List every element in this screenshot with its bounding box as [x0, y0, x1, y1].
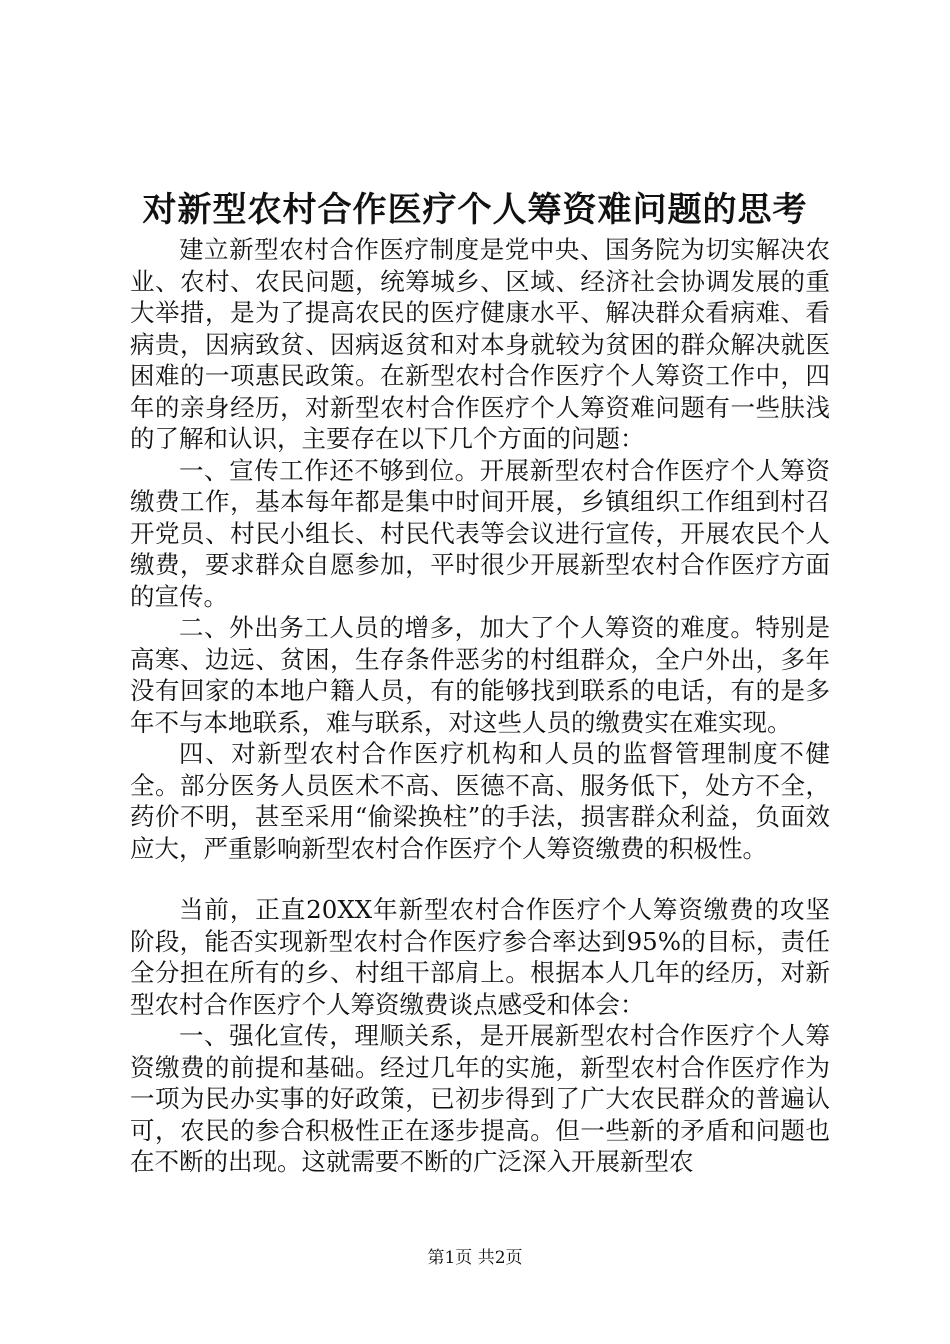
- paragraph-intro: 建立新型农村合作医疗制度是党中央、国务院为切实解决农业、农村、农民问题，统筹城乡、区域、经济社会协调发展的重大举措，是为了提高农民的医疗健康水平、解决群众看病难、看病贵，因病致贫、因病返贫和对本身就较为贫困的群众解决就医困难的一项惠民政策。在新型农村合作医疗个人筹资工作中，四年的亲身经历，对新型农村合作医疗个人筹资难问题有一些肤浅的了解和认识，主要存在以下几个方面的问题：: [130, 235, 830, 453]
- document-body: [130, 234, 830, 1178]
- document-title: 对新型农村合作医疗个人筹资难问题的思考: [142, 190, 808, 230]
- paragraph-issue-publicity: 一、宣传工作还不够到位。开展新型农村合作医疗个人筹资缴费工作，基本每年都是集中时间开展，乡镇组织工作组到村召开党员、村民小组长、村民代表等会议进行宣传，开展农民个人缴费，要求群众自愿参加，平时很少开展新型农村合作医疗方面的宣传。: [130, 455, 830, 611]
- page-number-footer: 第1页 共2页: [427, 1248, 523, 1268]
- paragraph-issue-supervision: 四、对新型农村合作医疗机构和人员的监督管理制度不健全。部分医务人员医术不高、医德不高、服务低下，处方不全，药价不明，甚至采用“偷梁换柱”的手法，损害群众利益，负面效应大，严重影响新型农村合作医疗个人筹资缴费的积极性。: [130, 739, 830, 863]
- paragraph-current-situation: 当前，正直20XX年新型农村合作医疗个人筹资缴费的攻坚阶段，能否实现新型农村合作医疗参合率达到95%的目标，责任全分担在所有的乡、村组干部肩上。根据本人几年的经历，对新型农村合作医疗个人筹资缴费谈点感受和体会：: [130, 895, 830, 1019]
- paragraph-experience-publicity: 一、强化宣传，理顺关系，是开展新型农村合作医疗个人筹资缴费的前提和基础。经过几年的实施，新型农村合作医疗作为一项为民办实事的好政策，已初步得到了广大农民群众的普遍认可，农民的参合积极性正在逐步提高。但一些新的矛盾和问题也在不断的出现。这就需要不断的广泛深入开展新型农: [130, 1021, 830, 1176]
- paragraph-issue-migrant-workers: 二、外出务工人员的增多，加大了个人筹资的难度。特别是高寒、边远、贫困，生存条件恶劣的村组群众，全户外出，多年没有回家的本地户籍人员，有的能够找到联系的电话，有的是多年不与本地联系，难与联系，对这些人员的缴费实在难实现。: [130, 613, 830, 737]
